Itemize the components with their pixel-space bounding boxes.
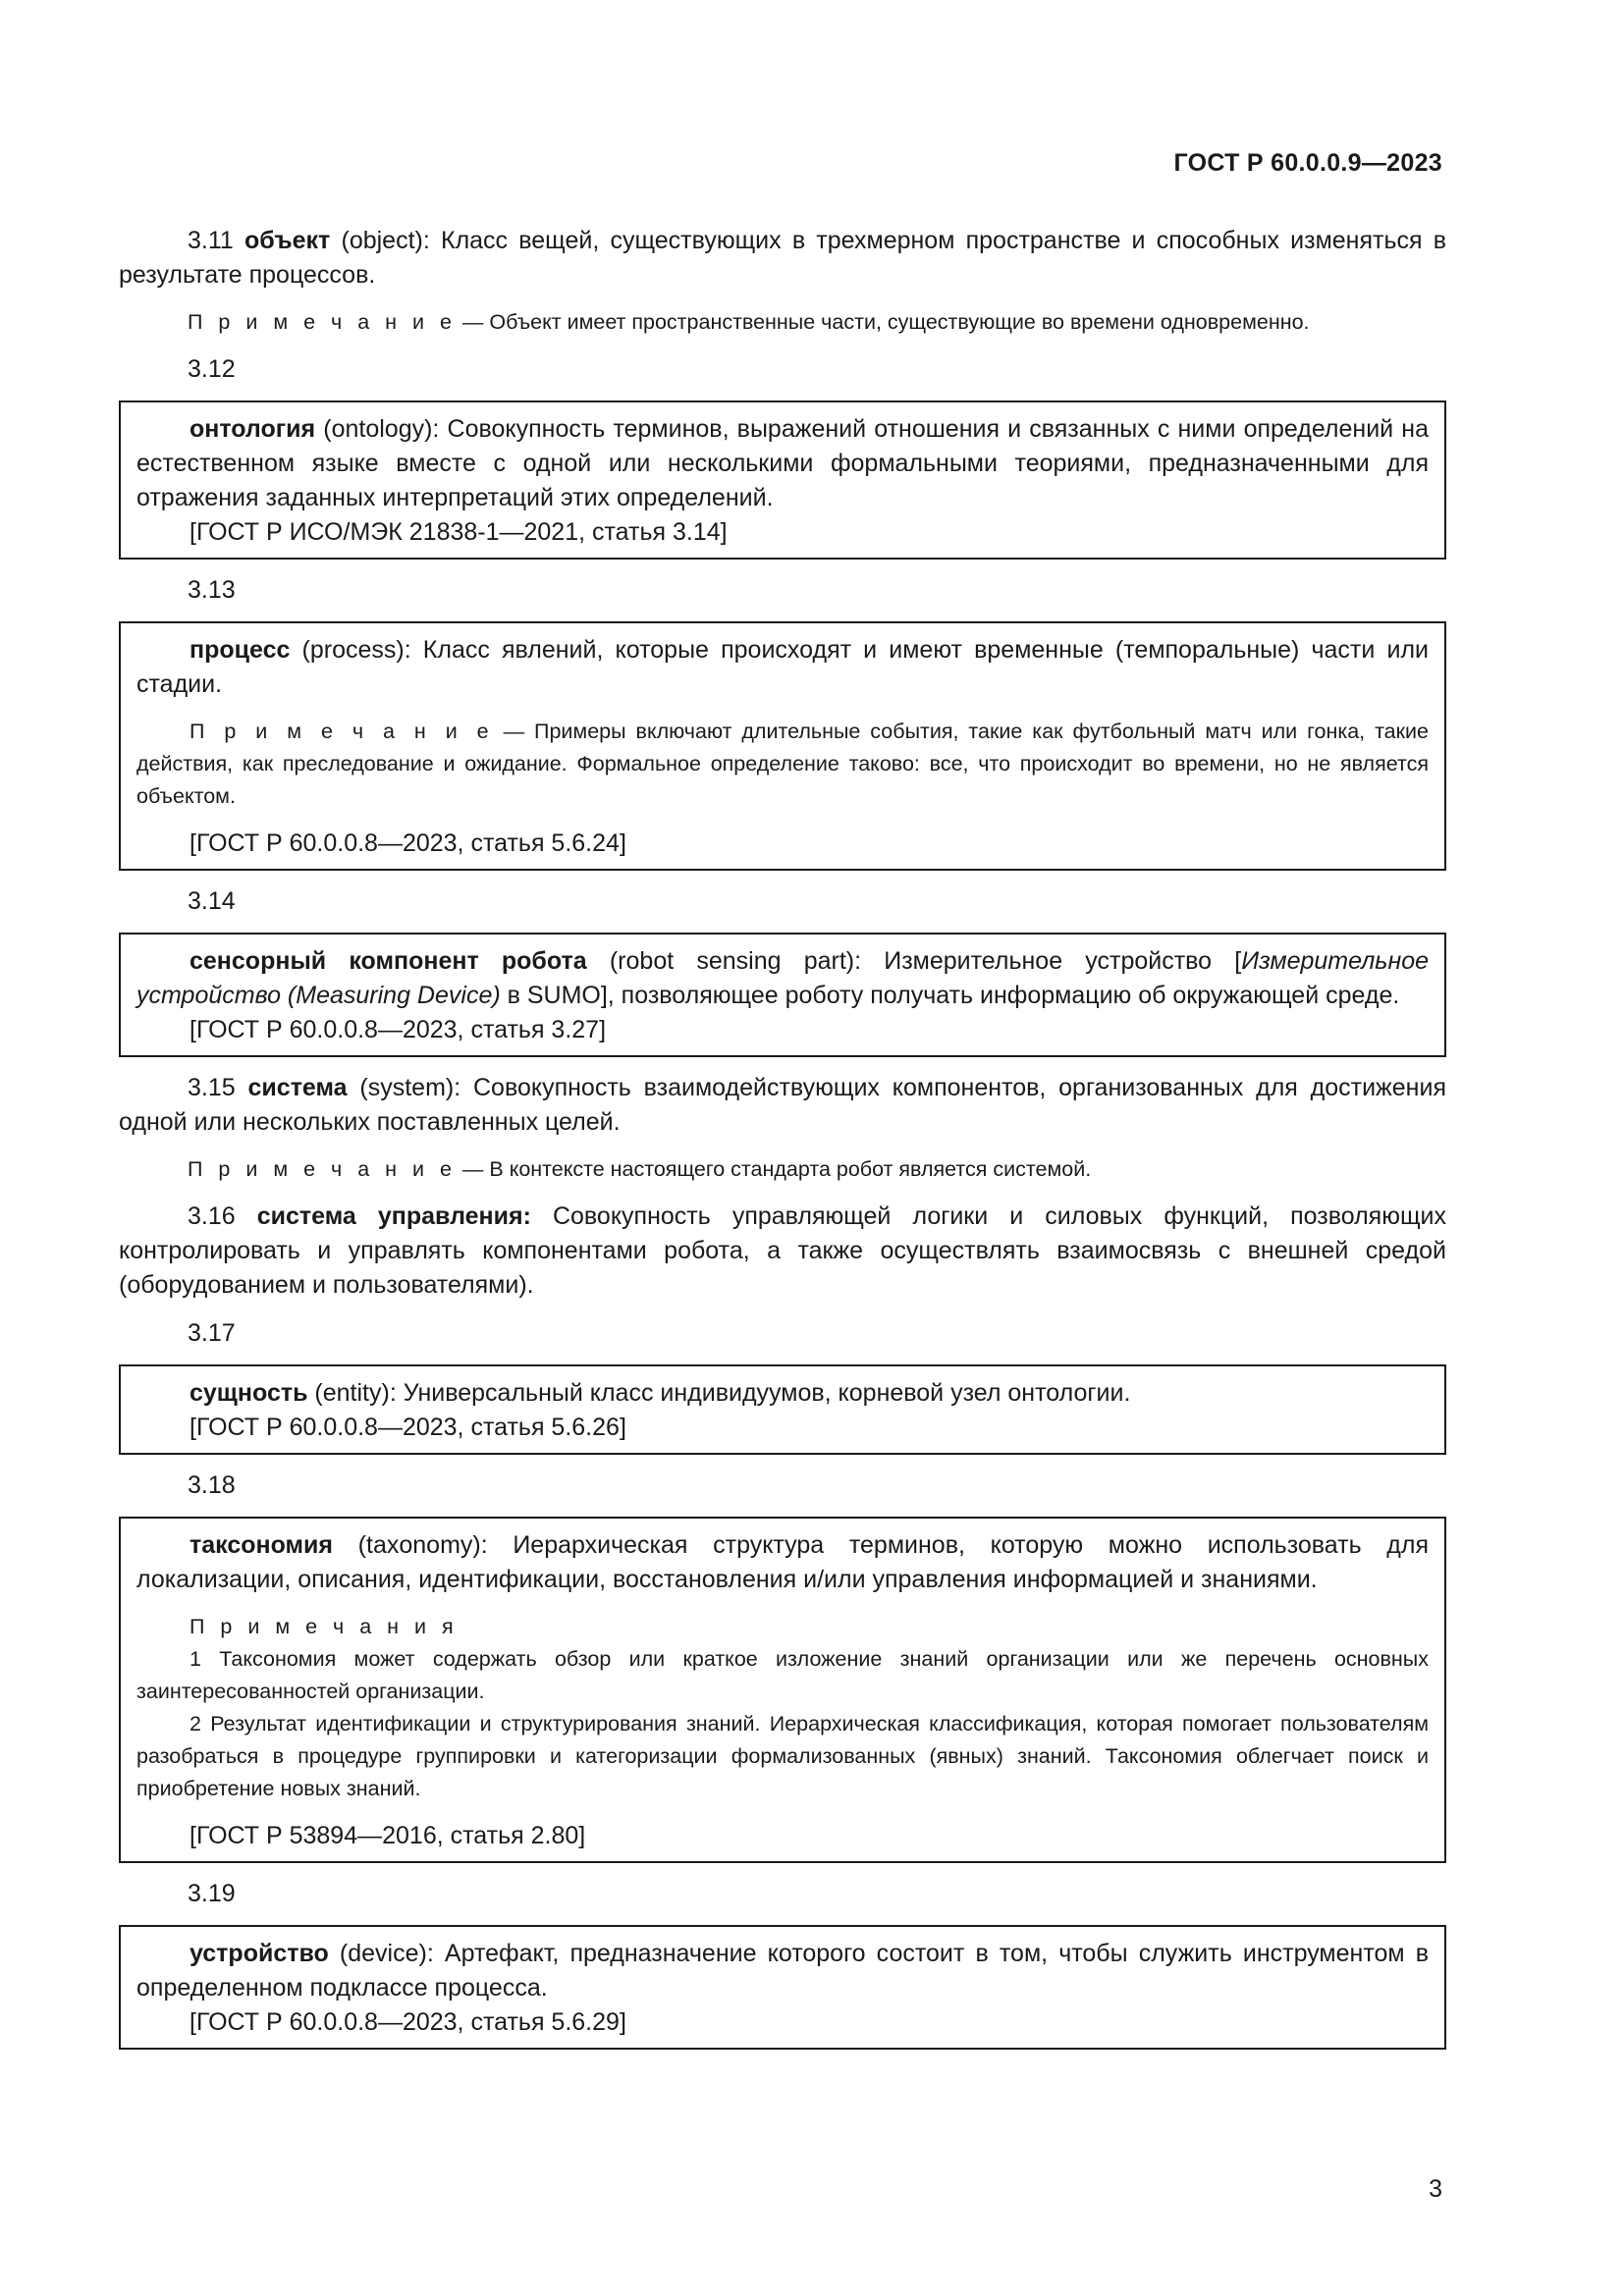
note-label: П р и м е ч а н и е	[189, 720, 494, 743]
definition	[136, 633, 1429, 702]
entry-number-3-13: 3.13	[188, 576, 236, 604]
entry-number-3-19: 3.19	[188, 1880, 236, 1907]
term-box-3-12	[119, 400, 1446, 560]
term-system: система	[247, 1074, 348, 1101]
definition	[136, 412, 1429, 515]
note-label: П р и м е ч а н и е	[188, 310, 457, 334]
term-taxonomy: таксономия	[189, 1531, 333, 1559]
note-3-13	[136, 716, 1429, 813]
note-text: — Примеры включают длительные события, такие как футбольный матч или гонка, такие действия, как преследование и ожидание. Формальное определение таково: все, что происходит во времени, но не является объектом.	[136, 720, 1430, 808]
note-text: — В контексте настоящего стандарта робот является системой.	[461, 1157, 1092, 1181]
term-process: процесс	[189, 636, 291, 664]
entry-number: 3.11	[188, 227, 234, 254]
entry-number: 3.16	[188, 1202, 236, 1230]
note-2: 2 Результат идентификации и структурирования знаний. Иерархическая классификация, которая помогает пользователям разобраться в процедуре группировки и категоризации формализованных (явных) знаний. Таксономия облегчает поиск и приобретение новых знаний.	[136, 1712, 1429, 1800]
term-device: устройство	[189, 1940, 329, 1967]
source-reference: [ГОСТ Р 60.0.0.8—2023, статья 5.6.26]	[189, 1414, 626, 1441]
note-text: — Объект имеет пространственные части, существующие во времени одновременно.	[461, 310, 1310, 334]
entry-3-11	[119, 224, 1446, 293]
definition-text: (device): Артефакт, предназначение которого состоит в том, чтобы служить инструментом в определенном подклассе процесса.	[136, 1940, 1429, 2002]
source-reference: [ГОСТ Р ИСО/МЭК 21838-1—2021, статья 3.14]	[189, 518, 728, 546]
entry-3-16	[119, 1200, 1446, 1303]
source-reference: [ГОСТ Р 53894—2016, статья 2.80]	[189, 1822, 586, 1849]
definition	[136, 1528, 1429, 1597]
note-1: 1 Таксономия может содержать обзор или краткое изложение знаний организации или же перечень основных заинтересованностей организации.	[136, 1647, 1429, 1703]
term-ontology: онтология	[189, 415, 316, 443]
source-reference: [ГОСТ Р 60.0.0.8—2023, статья 5.6.29]	[189, 2008, 626, 2036]
terms-section	[119, 224, 1446, 2050]
note-label: П р и м е ч а н и е	[188, 1157, 457, 1181]
definition-text: (object): Класс вещей, существующих в трехмерном пространстве и способных изменяться в результате процессов.	[119, 227, 1446, 289]
term-box-3-18	[119, 1517, 1446, 1863]
entry-3-15	[119, 1071, 1446, 1140]
term-box-3-13	[119, 621, 1446, 871]
note-3-15	[119, 1153, 1446, 1186]
entry-number: 3.15	[188, 1074, 236, 1101]
note-3-11	[119, 306, 1446, 339]
definition-text: (process): Класс явлений, которые происходят и имеют временные (темпоральные) части или стадии.	[136, 636, 1429, 698]
standard-code-header: ГОСТ Р 60.0.0.9—2023	[1173, 149, 1442, 177]
source-reference: [ГОСТ Р 60.0.0.8—2023, статья 5.6.24]	[189, 829, 626, 857]
entry-number-3-14: 3.14	[188, 887, 236, 915]
term-object: объект	[244, 227, 331, 254]
term-box-3-17	[119, 1364, 1446, 1455]
definition-text: (entity): Универсальный класс индивидуумов, корневой узел онтологии.	[307, 1379, 1131, 1407]
definition-text-1: (robot sensing part): Измерительное устройство [	[586, 947, 1242, 975]
definition	[136, 1937, 1429, 2005]
entry-number-3-12: 3.12	[188, 355, 236, 383]
term-box-3-14	[119, 933, 1446, 1057]
definition-text: (system): Совокупность взаимодействующих компонентов, организованных для достижения одной или нескольких поставленных целей.	[119, 1074, 1446, 1136]
term-robot-sensing-part: сенсорный компонент робота	[189, 947, 587, 975]
term-control-system: система управления:	[256, 1202, 531, 1230]
definition-text-2: в SUMO], позволяющее роботу получать информацию об окружающей среде.	[500, 982, 1400, 1009]
definition-text: (ontology): Совокупность терминов, выражений отношения и связанных с ними определений на естественном языке вместе с одной или несколькими формальными теориями, предназначенными для отражения заданных интерпретаций этих определений.	[136, 415, 1429, 511]
definition	[136, 1376, 1429, 1411]
term-entity: сущность	[189, 1379, 308, 1407]
definition-italic: Измерительное устройство (Measuring Device)	[136, 947, 1430, 1009]
definition-text: Совокупность управляющей логики и силовых функций, позволяющих контролировать и управлять компонентами робота, а также осуществлять взаимосвязь с внешней средой (оборудованием и пользователями).	[119, 1202, 1446, 1299]
entry-number-3-17: 3.17	[188, 1319, 236, 1347]
definition	[136, 944, 1429, 1013]
entry-number-3-18: 3.18	[188, 1471, 236, 1499]
page-number: 3	[1429, 2175, 1442, 2203]
definition-text: (taxonomy): Иерархическая структура терминов, которую можно использовать для локализации, описания, идентификации, восстановления и/или управления информацией и знаниями.	[136, 1531, 1429, 1593]
notes-label: П р и м е ч а н и я	[189, 1615, 459, 1638]
term-box-3-19	[119, 1925, 1446, 2050]
source-reference: [ГОСТ Р 60.0.0.8—2023, статья 3.27]	[189, 1016, 607, 1043]
